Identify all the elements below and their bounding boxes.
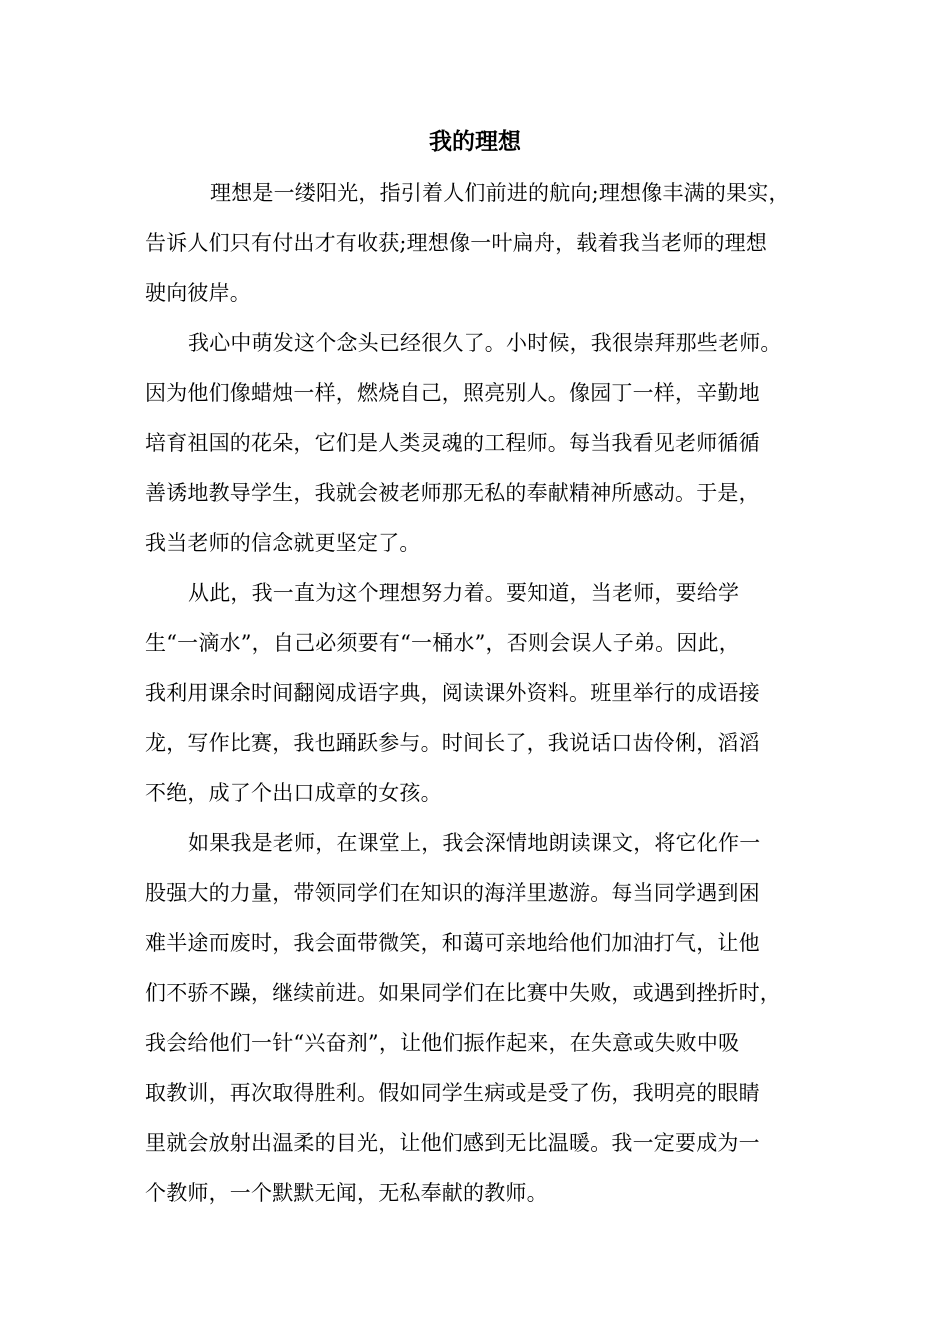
paragraph-4-line-4: 们不骄不躁，继续前进。如果同学们在比赛中失败，或遇到挫折时， xyxy=(145,981,781,1005)
paragraph-1-line-2: 告诉人们只有付出才有收获;理想像一叶扁舟，载着我当老师的理想 xyxy=(145,231,768,255)
paragraph-4-line-6: 取教训，再次取得胜利。假如同学生病或是受了伤，我明亮的眼睛 xyxy=(145,1081,760,1105)
paragraph-2-line-5: 我当老师的信念就更坚定了。 xyxy=(145,531,421,555)
paragraph-2-line-1: 我心中萌发这个念头已经很久了。小时候，我很崇拜那些老师。 xyxy=(188,331,782,355)
paragraph-4-line-2: 股强大的力量，带领同学们在知识的海洋里遨游。每当同学遇到困 xyxy=(145,881,760,905)
paragraph-3-line-1: 从此，我一直为这个理想努力着。要知道，当老师，要给学 xyxy=(188,581,740,605)
paragraph-4-line-3: 难半途而废时，我会面带微笑，和蔼可亲地给他们加油打气，让他 xyxy=(145,931,760,955)
paragraph-3-line-4: 龙，写作比赛，我也踊跃参与。时间长了，我说话口齿伶俐，滔滔 xyxy=(145,731,760,755)
paragraph-1-line-1: 理想是一缕阳光，指引着人们前进的航向;理想像丰满的果实， xyxy=(210,181,790,205)
paragraph-3-line-5: 不绝，成了个出口成章的女孩。 xyxy=(145,781,442,805)
paragraph-4-line-5: 我会给他们一针“兴奋剂”，让他们振作起来，在失意或失败中吸 xyxy=(145,1031,740,1055)
paragraph-4-line-1: 如果我是老师，在课堂上，我会深情地朗读课文，将它化作一 xyxy=(188,831,761,855)
paragraph-1-line-3: 驶向彼岸。 xyxy=(145,281,251,305)
paragraph-2-line-3: 培育祖国的花朵，它们是人类灵魂的工程师。每当我看见老师循循 xyxy=(145,431,760,455)
paragraph-3-line-3: 我利用课余时间翻阅成语字典，阅读课外资料。班里举行的成语接 xyxy=(145,681,760,705)
paragraph-2-line-2: 因为他们像蜡烛一样，燃烧自己，照亮别人。像园丁一样，辛勤地 xyxy=(145,381,760,405)
paragraph-3-line-2: 生“一滴水”，自己必须要有“一桶水”，否则会误人子弟。因此， xyxy=(145,631,740,655)
paragraph-4-line-7: 里就会放射出温柔的目光，让他们感到无比温暖。我一定要成为一 xyxy=(145,1131,760,1155)
paragraph-2-line-4: 善诱地教导学生，我就会被老师那无私的奉献精神所感动。于是， xyxy=(145,481,760,505)
paragraph-4-line-8: 个教师，一个默默无闻，无私奉献的教师。 xyxy=(145,1181,548,1205)
document-title: 我的理想 xyxy=(429,128,521,155)
